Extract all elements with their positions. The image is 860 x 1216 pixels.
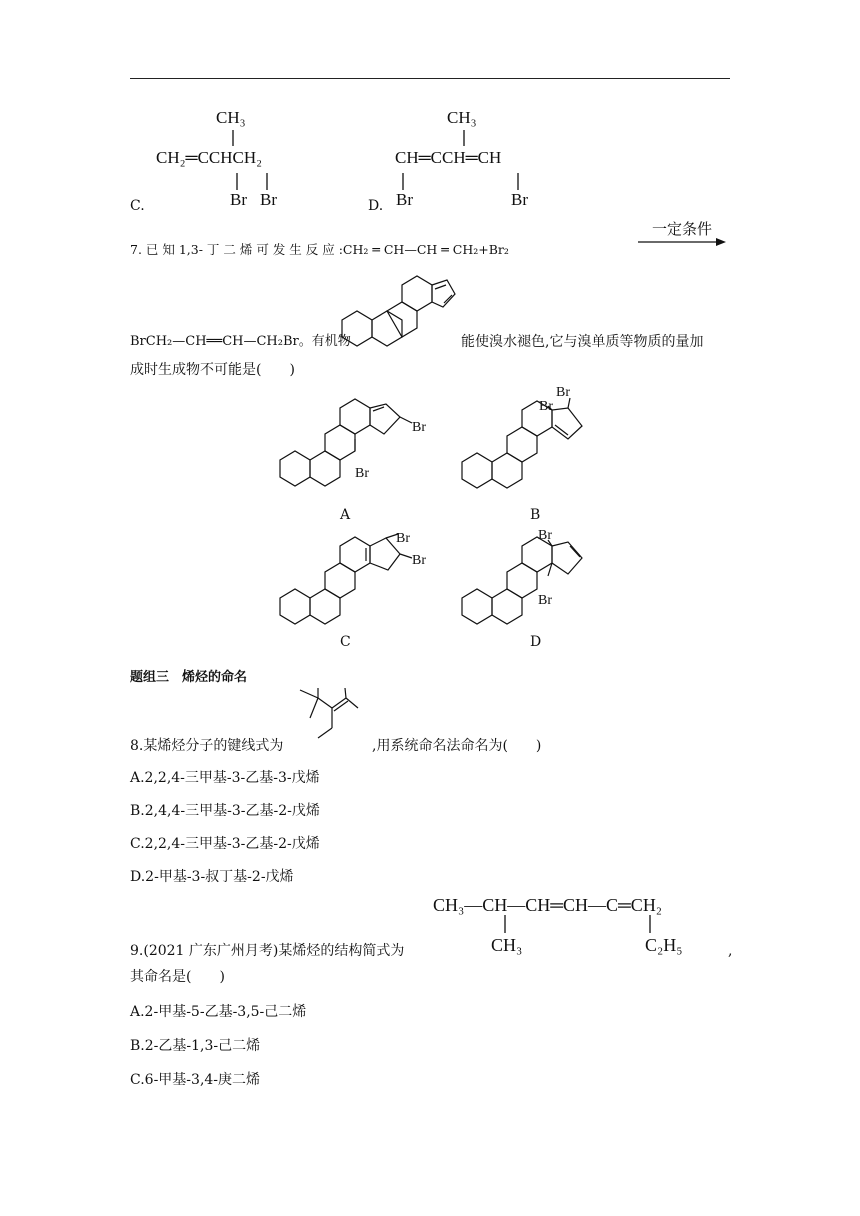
header-rule	[130, 78, 730, 79]
q9-stem-comma: ,	[728, 943, 733, 959]
q6-d-bonds	[390, 128, 590, 208]
q8-option-a: A.2,2,4-三甲基-3-乙基-3-戊烯	[130, 770, 320, 786]
q7-b-br2: Br	[539, 399, 553, 414]
q7-option-c-structure	[278, 528, 458, 643]
q7-line2-prefix: BrCH₂—CH══CH—CH₂Br。有机物	[130, 334, 351, 349]
q9-stem-prefix: 9.(2021 广东广州月考)某烯烃的结构简式为	[130, 943, 405, 959]
q6-c-bonds	[150, 128, 350, 208]
q8-option-c: C.2,2,4-三甲基-3-乙基-2-戊烯	[130, 836, 320, 852]
q7-arrow-label: 一定条件	[652, 220, 713, 238]
q7-compound-structure	[340, 260, 460, 350]
q9-option-a: A.2-甲基-5-乙基-3,5-己二烯	[130, 1004, 307, 1020]
q9-formula-sub2: C₂H₅	[645, 935, 683, 955]
q6-d-br2: Br	[511, 190, 528, 209]
section-title: 题组三 烯烃的命名	[130, 670, 248, 685]
q6-d-br1: Br	[396, 190, 413, 209]
reaction-arrow-icon	[638, 237, 728, 249]
q9-option-c: C.6-甲基-3,4-庚二烯	[130, 1072, 261, 1088]
q6-option-d-label: D.	[368, 198, 384, 214]
q7-option-d-structure	[460, 528, 640, 643]
q6-c-chain: CH₂═CCHCH₂	[156, 148, 263, 167]
q6-d-chain: CH═CCH═CH	[395, 148, 502, 167]
q7-c-br2: Br	[412, 553, 426, 568]
q8-option-b: B.2,4,4-三甲基-3-乙基-2-戊烯	[130, 803, 320, 819]
q9-formula-sub1: CH₃	[491, 935, 523, 955]
q8-stem-suffix: ,用系统命名法命名为( )	[372, 738, 542, 754]
q7-a-br2: Br	[355, 466, 369, 481]
q7-line2-suffix: 能使溴水褪色,它与溴单质等物质的量加	[461, 334, 704, 350]
q7-d-br2: Br	[538, 593, 552, 608]
q7-line3: 成时生成物不可能是( )	[130, 362, 295, 378]
q6-c-br2: Br	[260, 190, 277, 209]
q7-b-br1: Br	[556, 385, 570, 400]
q7-option-a-letter: A	[340, 507, 351, 523]
q7-option-a-structure	[278, 395, 458, 505]
q7-option-b-letter: B	[530, 507, 541, 523]
q7-option-b-structure	[460, 378, 640, 508]
q9-stem-line2: 其命名是( )	[130, 969, 225, 985]
q7-c-br1: Br	[396, 531, 410, 546]
q7-option-d-letter: D	[530, 634, 542, 650]
q6-c-br1: Br	[230, 190, 247, 209]
q6-c-methyl: CH₃	[216, 108, 246, 127]
q6-d-methyl: CH₃	[447, 108, 477, 127]
q8-stem-prefix: 8.某烯烃分子的键线式为	[130, 738, 284, 754]
q9-option-b: B.2-乙基-1,3-己二烯	[130, 1038, 261, 1054]
q7-option-c-letter: C	[340, 634, 351, 650]
q7-d-br1: Br	[538, 528, 552, 543]
q8-skeletal-structure	[296, 688, 366, 750]
q7-a-br1: Br	[412, 420, 426, 435]
q7-line1: 7. 已 知 1,3- 丁 二 烯 可 发 生 反 应 :CH₂ ═ CH—CH ═ CH₂+Br₂	[130, 242, 509, 257]
q9-formula-main: CH₃—CH—CH═CH—C═CH₂	[433, 895, 663, 915]
q6-option-c-label: C.	[130, 198, 145, 214]
q8-option-d: D.2-甲基-3-叔丁基-2-戊烯	[130, 869, 294, 885]
